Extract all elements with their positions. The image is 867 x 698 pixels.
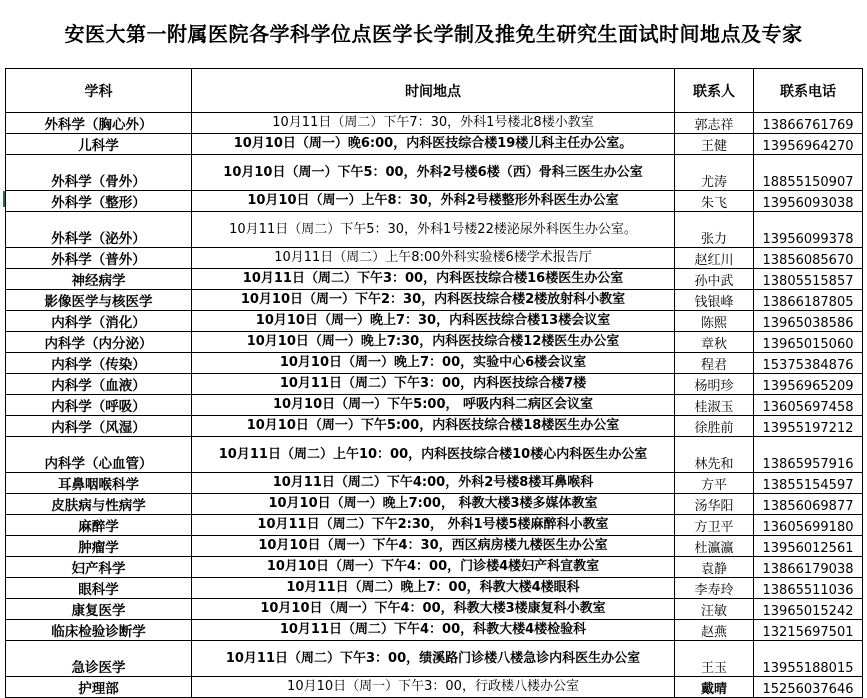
time-location-cell[interactable]: 10月10日（周一）下午3：00，行政楼八楼办公室 [192, 677, 675, 698]
time-location-cell[interactable]: 10月10日（周一）上午8：30，外科2号楼整形外科医生办公室 [192, 191, 675, 212]
table-row [6, 557, 863, 578]
table-row [6, 113, 863, 134]
subject-cell[interactable]: 外科学（骨外） [6, 155, 192, 191]
time-location-cell[interactable]: 10月11日（周二）下午3：00，绩溪路门诊楼八楼急诊内科医生办公室 [192, 641, 675, 677]
table-row [6, 620, 863, 641]
subject-cell[interactable]: 急诊医学 [6, 641, 192, 677]
subject-cell[interactable]: 护理部 [6, 677, 192, 698]
subject-cell[interactable]: 耳鼻咽喉科学 [6, 473, 192, 494]
time-location-cell[interactable]: 10月10日（周一）晚上7:00， 科教大楼3楼多媒体教室 [192, 494, 675, 515]
table-row [6, 290, 863, 311]
subject-cell[interactable]: 肿瘤学 [6, 536, 192, 557]
time-location-cell[interactable]: 10月11日（周二）上午8:00外科实验楼6楼学术报告厅 [192, 248, 675, 269]
subject-cell[interactable]: 内科学（血液） [6, 374, 192, 395]
contact-cell[interactable]: 戴晴 [675, 677, 754, 698]
time-location-cell[interactable]: 10月10日（周一）下午2：30，内科医技综合楼2楼放射科小教室 [192, 290, 675, 311]
subject-cell[interactable]: 内科学（风湿） [6, 416, 192, 437]
time-location-cell[interactable]: 10月10日（周一）晚上7：00，实验中心6楼会议室 [192, 353, 675, 374]
contact-cell[interactable]: 方平 [675, 473, 754, 494]
phone-cell[interactable]: 13956012561 [754, 536, 863, 557]
table-row [6, 332, 863, 353]
subject-cell[interactable]: 临床检验诊断学 [6, 620, 192, 641]
phone-cell[interactable]: 13605699180 [754, 515, 863, 536]
subject-cell[interactable]: 内科学（消化） [6, 311, 192, 332]
table-row [6, 536, 863, 557]
phone-cell[interactable]: 15375384876 [754, 353, 863, 374]
table-row [6, 578, 863, 599]
phone-cell[interactable]: 13605697458 [754, 395, 863, 416]
contact-cell[interactable]: 孙中武 [675, 269, 754, 290]
subject-cell[interactable]: 眼科学 [6, 578, 192, 599]
time-location-cell[interactable]: 10月11日（周二）下午2:30， 外科1号楼5楼麻醉科小教室 [192, 515, 675, 536]
subject-cell[interactable]: 内科学（心血管） [6, 437, 192, 473]
time-location-cell[interactable]: 10月10日（周一）下午4：00，科教大楼3楼康复科小教室 [192, 599, 675, 620]
time-location-cell[interactable]: 10月11日（周二）下午3：00，内科医技综合楼16楼医生办公室 [192, 269, 675, 290]
subject-cell[interactable]: 内科学（传染） [6, 353, 192, 374]
phone-cell[interactable]: 18855150907 [754, 155, 863, 191]
contact-cell[interactable]: 杨明珍 [675, 374, 754, 395]
subject-cell[interactable]: 康复医学 [6, 599, 192, 620]
table-row [6, 353, 863, 374]
contact-cell[interactable]: 袁静 [675, 557, 754, 578]
phone-cell[interactable]: 13866761769 [754, 113, 863, 134]
phone-cell[interactable]: 13855154597 [754, 473, 863, 494]
header-row [6, 69, 863, 113]
time-location-cell[interactable]: 10月10日（周一）晚上7:30，内科医技综合楼12楼医生办公室 [192, 332, 675, 353]
contact-cell[interactable]: 徐胜前 [675, 416, 754, 437]
time-location-cell[interactable]: 10月11日（周二）下午4:00，外科2号楼8楼耳鼻喉科 [192, 473, 675, 494]
phone-cell[interactable]: 13955188015 [754, 641, 863, 677]
document-title: 安医大第一附属医院各学科学位点医学长学制及推免生研究生面试时间地点及专家 [64, 22, 803, 46]
phone-cell[interactable]: 13956965209 [754, 374, 863, 395]
time-location-cell[interactable]: 10月10日（周一）下午5:00，内科医技综合楼18楼医生办公室 [192, 416, 675, 437]
header-time-location[interactable]: 时间地点 [192, 69, 675, 113]
contact-cell[interactable]: 赵红川 [675, 248, 754, 269]
table-row [6, 515, 863, 536]
table-row [6, 677, 863, 698]
subject-cell[interactable]: 外科学（泌外） [6, 212, 192, 248]
time-location-cell[interactable]: 10月10日（周一）下午5:00， 呼吸内科二病区会议室 [192, 395, 675, 416]
time-location-cell[interactable]: 10月10日（周一）下午5：00，外科2号楼6楼（西）骨科三医生办公室 [192, 155, 675, 191]
table-row [6, 248, 863, 269]
time-location-cell[interactable]: 10月10日（周一）晚6:00，内科医技综合楼19楼儿科主任办公室。 [192, 134, 675, 155]
contact-cell[interactable]: 王玉 [675, 641, 754, 677]
contact-cell[interactable]: 章秋 [675, 332, 754, 353]
contact-cell[interactable]: 钱银峰 [675, 290, 754, 311]
subject-cell[interactable]: 妇产科学 [6, 557, 192, 578]
phone-cell[interactable]: 15256037646 [754, 677, 863, 698]
table-row [6, 416, 863, 437]
phone-cell[interactable]: 13956093038 [754, 191, 863, 212]
table-row [6, 269, 863, 290]
contact-cell[interactable]: 陈熙 [675, 311, 754, 332]
phone-cell[interactable]: 13856069877 [754, 494, 863, 515]
table-row [6, 494, 863, 515]
contact-cell[interactable]: 李寿玲 [675, 578, 754, 599]
table-row [6, 395, 863, 416]
time-location-cell[interactable]: 10月11日（周二）下午4：00，科教大楼4楼检验科 [192, 620, 675, 641]
table-row [6, 599, 863, 620]
subject-cell[interactable]: 麻醉学 [6, 515, 192, 536]
contact-cell[interactable]: 方卫平 [675, 515, 754, 536]
contact-cell[interactable]: 汪敏 [675, 599, 754, 620]
subject-cell[interactable]: 皮肤病与性病学 [6, 494, 192, 515]
phone-cell[interactable]: 13965038586 [754, 311, 863, 332]
phone-cell[interactable]: 13866187805 [754, 290, 863, 311]
contact-cell[interactable]: 林先和 [675, 437, 754, 473]
subject-cell[interactable]: 儿科学 [6, 134, 192, 155]
header-contact[interactable]: 联系人 [675, 69, 754, 113]
time-location-cell[interactable]: 10月11日（周二）下午3：00，内科医技综合楼7楼 [192, 374, 675, 395]
subject-cell[interactable]: 神经病学 [6, 269, 192, 290]
header-subject[interactable]: 学科 [6, 69, 192, 113]
header-phone[interactable]: 联系电话 [754, 69, 863, 113]
table-row [6, 311, 863, 332]
table-row [6, 374, 863, 395]
table-row [6, 437, 863, 473]
phone-cell[interactable]: 13856085670 [754, 248, 863, 269]
phone-cell[interactable]: 13866179038 [754, 557, 863, 578]
subject-cell[interactable]: 影像医学与核医学 [6, 290, 192, 311]
phone-cell[interactable]: 13965015060 [754, 332, 863, 353]
subject-cell[interactable]: 内科学（呼吸） [6, 395, 192, 416]
contact-cell[interactable]: 张力 [675, 212, 754, 248]
contact-cell[interactable]: 杜瀛瀛 [675, 536, 754, 557]
schedule-table [5, 68, 863, 698]
time-location-cell[interactable]: 10月11日（周二）晚上7：00，科教大楼4楼眼科 [192, 578, 675, 599]
phone-cell[interactable]: 13956964270 [754, 134, 863, 155]
contact-cell[interactable]: 郭志祥 [675, 113, 754, 134]
contact-cell[interactable]: 王健 [675, 134, 754, 155]
table-row [6, 641, 863, 677]
time-location-cell[interactable]: 10月10日（周一）下午4：00，门诊楼4楼妇产科宣教室 [192, 557, 675, 578]
table-row [6, 191, 863, 212]
contact-cell[interactable]: 程君 [675, 353, 754, 374]
time-location-cell[interactable]: 10月11日（周二）上午10：00，内科医技综合楼10楼心内科医生办公室 [192, 437, 675, 473]
subject-cell[interactable]: 内科学（内分泌） [6, 332, 192, 353]
contact-cell[interactable]: 赵燕 [675, 620, 754, 641]
time-location-cell[interactable]: 10月11日（周二）下午7：30，外科1号楼北8楼小教室 [192, 113, 675, 134]
phone-cell[interactable]: 13965015242 [754, 599, 863, 620]
contact-cell[interactable]: 朱飞 [675, 191, 754, 212]
table-row [6, 473, 863, 494]
time-location-cell[interactable]: 10月11日（周二）下午5：30，外科1号楼22楼泌尿外科医生办公室。 [192, 212, 675, 248]
contact-cell[interactable]: 桂淑玉 [675, 395, 754, 416]
subject-cell[interactable]: 外科学（整形） [6, 191, 192, 212]
table-row [6, 212, 863, 248]
contact-cell[interactable]: 尤涛 [675, 155, 754, 191]
phone-cell[interactable]: 13865957916 [754, 437, 863, 473]
phone-cell[interactable]: 13805515857 [754, 269, 863, 290]
phone-cell[interactable]: 13215697501 [754, 620, 863, 641]
subject-cell[interactable]: 外科学（普外） [6, 248, 192, 269]
phone-cell[interactable]: 13956099378 [754, 212, 863, 248]
contact-cell[interactable]: 汤华阳 [675, 494, 754, 515]
table-row [6, 155, 863, 191]
time-location-cell[interactable]: 10月10日（周一）晚上7：30，内科医技综合楼13楼会议室 [192, 311, 675, 332]
time-location-cell[interactable]: 10月10日（周一）下午4：30，西区病房楼九楼医生办公室 [192, 536, 675, 557]
table-row [6, 134, 863, 155]
phone-cell[interactable]: 13865511036 [754, 578, 863, 599]
phone-cell[interactable]: 13955197212 [754, 416, 863, 437]
subject-cell[interactable]: 外科学（胸心外） [6, 113, 192, 134]
